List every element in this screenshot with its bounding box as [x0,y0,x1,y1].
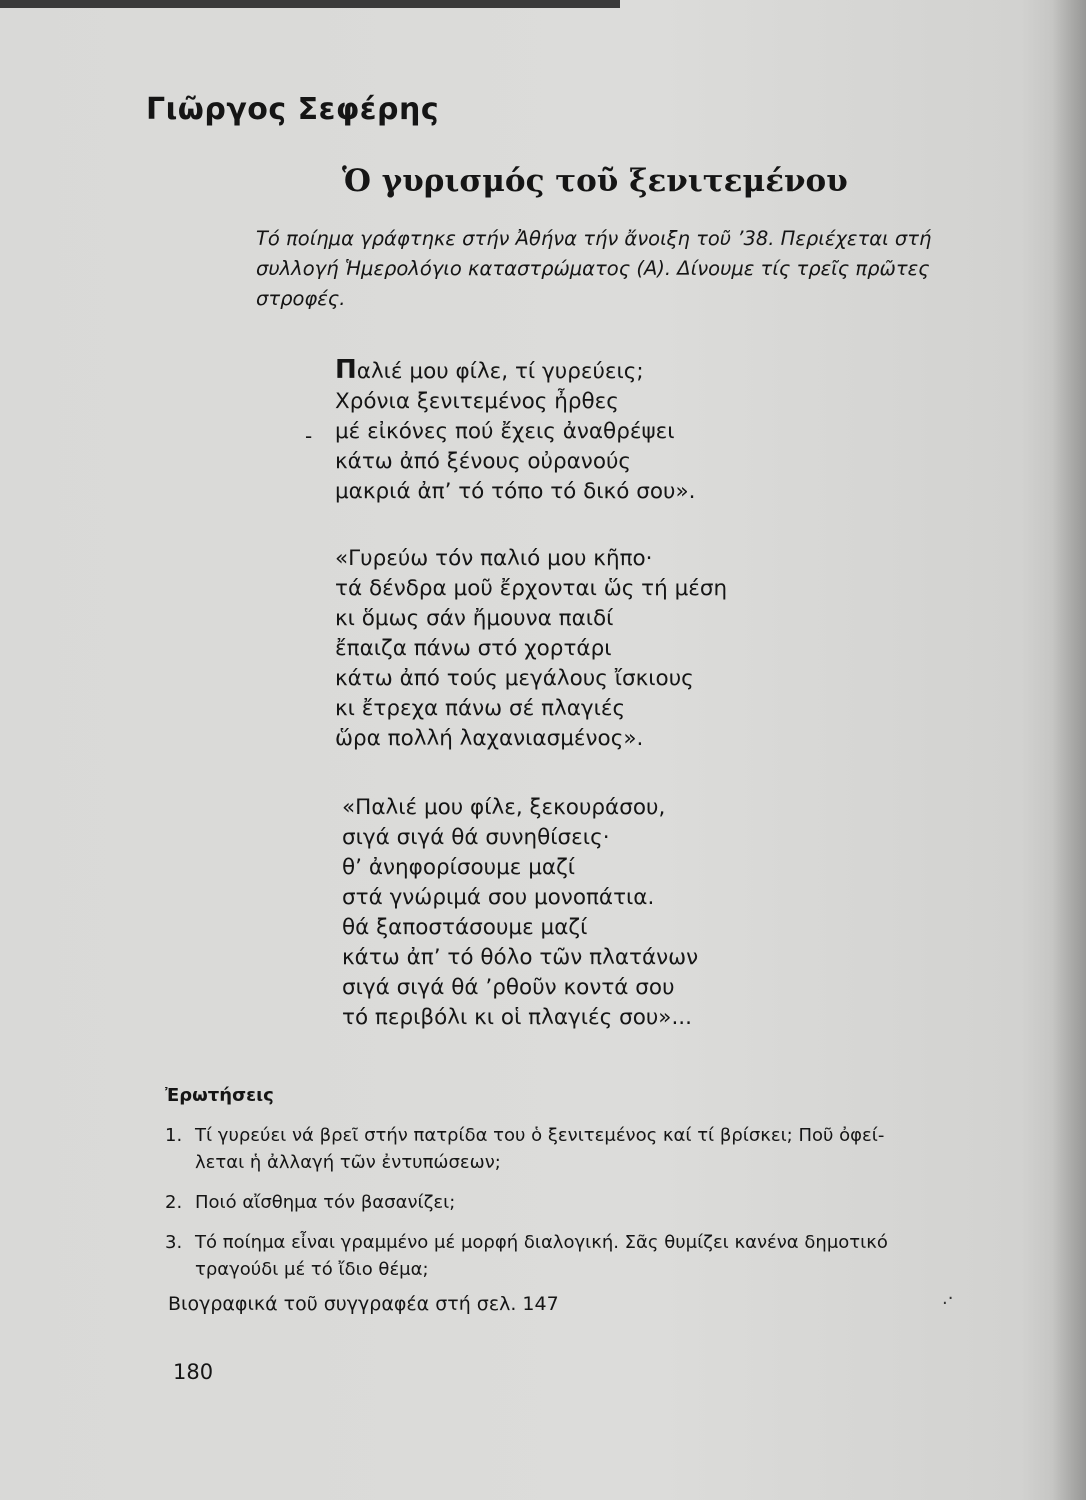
drop-cap: Π [335,355,357,385]
intro-line: στροφές. [256,287,346,310]
page-number: 180 [173,1360,214,1384]
corner-mark: .· [942,1288,954,1309]
questions-list [165,1122,995,1296]
poem-line: κάτω ἀπ’ τό θόλο τῶν πλατάνων [342,945,699,970]
poem-line-text: αλιέ μου φίλε, τί γυρεύεις; [356,359,644,384]
question-item [165,1229,995,1283]
bio-note: Βιογραφικά τοῦ συγγραφέα στή σελ. 147 [168,1293,559,1315]
poem-line: τό περιβόλι κι οἱ πλαγιές σου»... [342,1005,692,1030]
poem-line: κι ἔτρεχα πάνω σέ πλαγιές [335,696,626,721]
question-item [165,1122,995,1176]
question-line: Ποιό αἴσθημα τόν βασανίζει; [195,1192,456,1213]
intro-note [256,224,986,314]
poem-line: ὥρα πολλή λαχανιασμένος». [335,726,644,751]
intro-line: Τό ποίημα γράφτηκε στήν Ἀθήνα τήν ἄνοιξη τοῦ ’38. Περιέχεται στή [256,227,932,250]
poem-line: θά ξαποστάσουμε μαζί [342,915,588,940]
poem-line: Χρόνια ξενιτεμένος ἦρθες [335,389,619,414]
question-line: τραγούδι μέ τό ἴδιο θέμα; [195,1259,429,1280]
page-gutter-shadow [1052,0,1086,1500]
questions-heading: Ἐρωτήσεις [165,1085,274,1106]
poem-line: σιγά σιγά θά συνηθίσεις· [342,825,610,850]
question-line: Τί γυρεύει νά βρεῖ στήν πατρίδα του ὁ ξενιτεμένος καί τί βρίσκει; Ποῦ ὀφεί- [195,1125,885,1146]
poem-line: κάτω ἀπό τούς μεγάλους ἴσκιους [335,666,694,691]
poem-line: στά γνώριμά σου μονοπάτια. [342,885,655,910]
poem-line: μέ εἰκόνες πού ἔχεις ἀναθρέψει [335,419,675,444]
intro-line: συλλογή Ἡμερολόγιο καταστρώματος (Α). Δίνουμε τίς τρεῖς πρῶτες [256,257,930,280]
stanza-1 [335,355,695,507]
stanza-3 [342,793,698,1033]
author-name: Γιῶργος Σεφέρης [146,92,440,127]
margin-dash: - [305,424,313,448]
question-item [165,1189,995,1216]
poem-title: Ὁ γυρισμός τοῦ ξενιτεμένου [342,163,848,199]
poem-line: σιγά σιγά θά ’ρθοῦν κοντά σου [342,975,675,1000]
poem-line: κάτω ἀπό ξένους οὐρανούς [335,449,632,474]
question-number: 1. [165,1125,183,1146]
poem-line: «Παλιέ μου φίλε, ξεκουράσου, [342,795,666,820]
question-line: λεται ἡ ἀλλαγή τῶν ἐντυπώσεων; [195,1152,501,1173]
poem-line [335,355,695,387]
scan-top-edge [0,0,620,8]
poem-line: ἔπαιζα πάνω στό χορτάρι [335,636,612,661]
poem-line: κι ὅμως σάν ἤμουνα παιδί [335,606,614,631]
question-number: 2. [165,1192,183,1213]
poem-line: τά δένδρα μοῦ ἔρχονται ὥς τή μέση [335,576,728,601]
poem-line: θ’ ἀνηφορίσουμε μαζί [342,855,576,880]
question-number: 3. [165,1232,183,1253]
poem-line: μακριά ἀπ’ τό τόπο τό δικό σου». [335,479,696,504]
question-line: Τό ποίημα εἶναι γραμμένο μέ μορφή διαλογική. Σᾶς θυμίζει κανένα δημοτικό [195,1232,888,1253]
stanza-2 [335,544,727,754]
poem-line: «Γυρεύω τόν παλιό μου κῆπο· [335,546,653,571]
